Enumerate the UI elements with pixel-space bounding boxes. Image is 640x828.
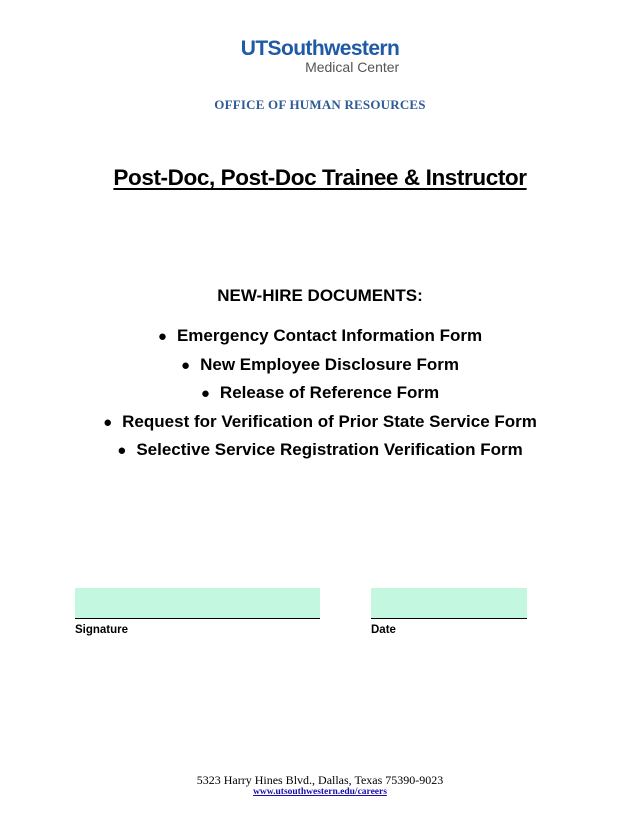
page-title-text: Post-Doc, Post-Doc Trainee & Instructor [113, 165, 527, 190]
date-label: Date [371, 624, 396, 636]
footer-address: 5323 Harry Hines Blvd., Dallas, Texas 75390-9023 [196, 773, 444, 787]
logo-sub-text: Medical Center [305, 59, 400, 75]
office-heading: OFFICE OF HUMAN RESOURCES [214, 97, 426, 112]
list-item [0, 379, 640, 408]
list-item-label: Emergency Contact Information Form [176, 326, 483, 345]
signature-label: Signature [75, 624, 129, 636]
bullet-icon: ● [103, 413, 113, 431]
documents-heading: NEW-HIRE DOCUMENTS: [217, 286, 423, 305]
list-item [0, 408, 640, 437]
list-item [0, 436, 640, 465]
date-field[interactable] [371, 588, 527, 619]
careers-link[interactable]: www.utsouthwestern.edu/careers [253, 787, 387, 797]
bullet-icon: ● [117, 442, 127, 459]
logo [0, 38, 640, 77]
bullet-icon: ● [157, 328, 167, 345]
list-item [0, 322, 640, 351]
signature-field[interactable] [75, 588, 320, 619]
list-item-label: Selective Service Registration Verification Form [136, 440, 523, 459]
documents-list [0, 322, 640, 465]
page-title [0, 165, 640, 191]
list-item [0, 351, 640, 380]
footer-website [0, 787, 640, 797]
list-item-label: New Employee Disclosure Form [200, 354, 459, 374]
logo-main-text: UTSouthwestern [240, 37, 400, 60]
list-item-label: Release of Reference Form [219, 383, 440, 402]
bullet-icon: ● [200, 385, 210, 402]
bullet-icon: ● [181, 356, 191, 374]
list-item-label: Request for Verification of Prior State Service Form [122, 411, 537, 431]
